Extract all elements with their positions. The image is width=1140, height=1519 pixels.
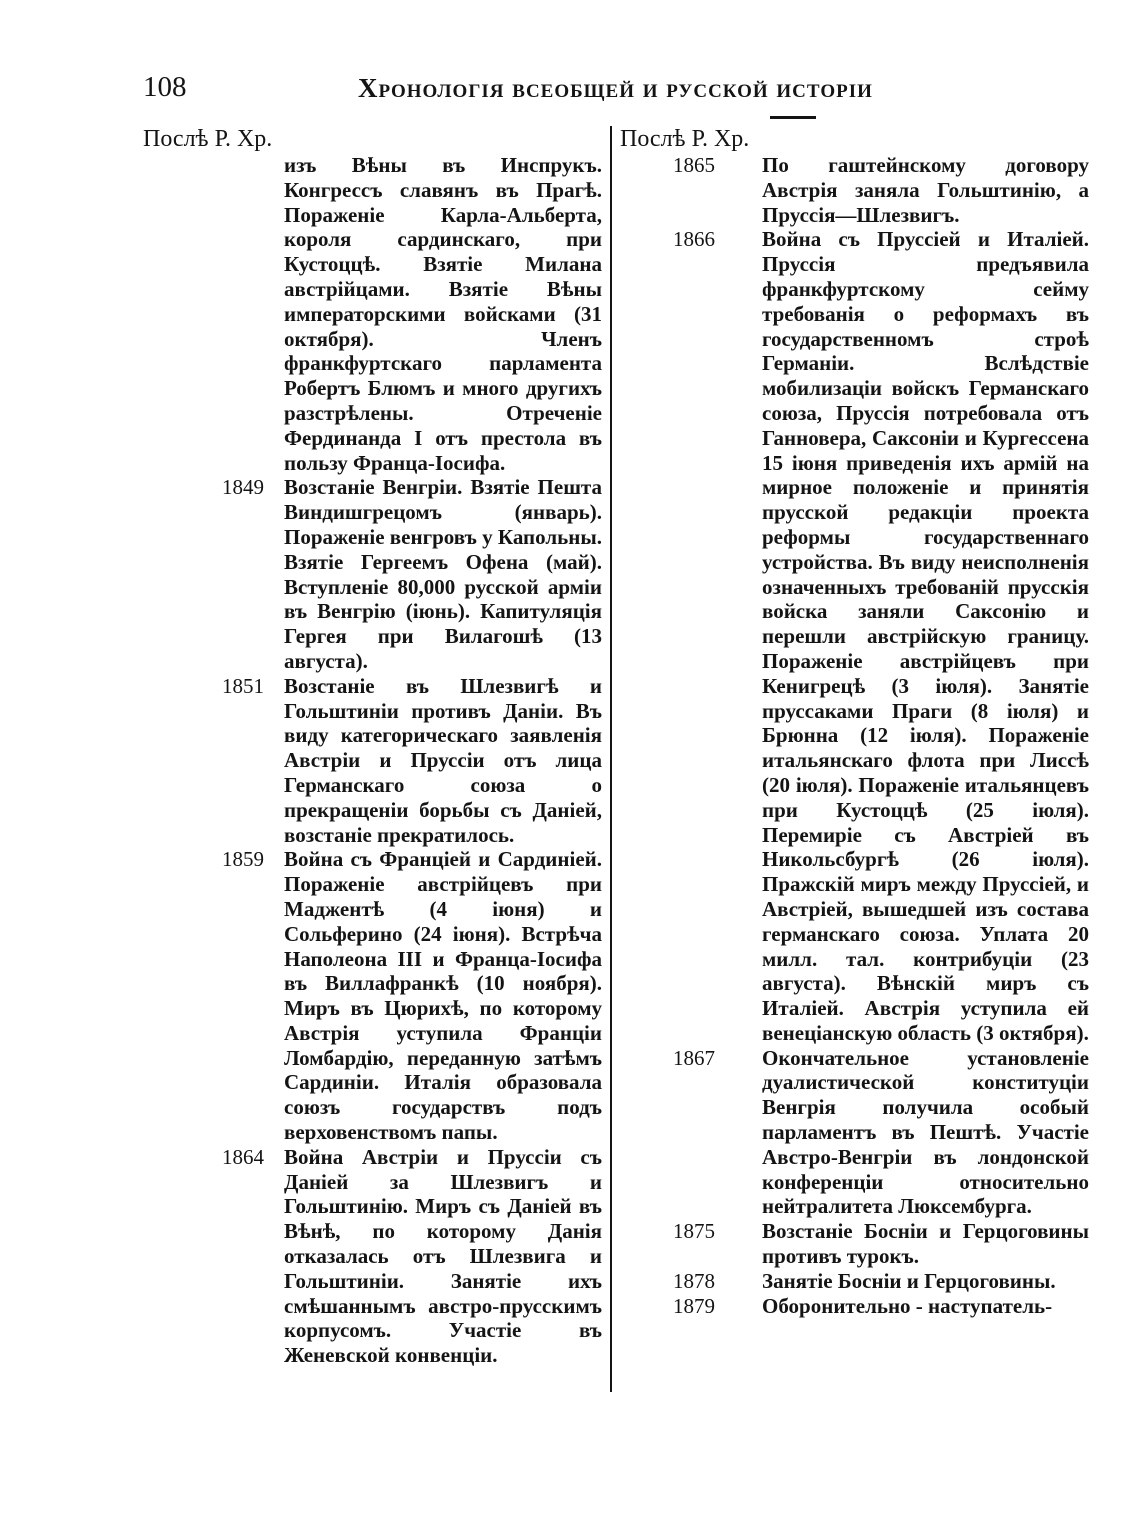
- chronology-entry: [143, 847, 603, 1145]
- chronology-entry: [620, 153, 1100, 227]
- chronology-entry: [620, 1046, 1100, 1220]
- entry-text: По гаштейнскому договору Австрія заняла Гольштинію, а Пруссія—Шлезвигъ.: [762, 153, 1089, 227]
- title-rule: [770, 116, 816, 119]
- entry-text: Оборонительно - наступатель-: [762, 1293, 1053, 1318]
- entry-year: 1859: [222, 847, 264, 872]
- entry-text: Возстаніе въ Шлезвигѣ и Гольштиніи противъ Даніи. Въ виду категорическаго заявленія Австріи и Пруссіи отъ лица Германскаго союза о прекращеніи борьбы съ Даніей, возстаніе прекратилось.: [284, 673, 602, 847]
- entry-text: Война Австріи и Пруссіи съ Даніей за Шлезвигъ и Гольштинію. Миръ съ Даніей въ Вѣнѣ, по которому Данія отказалась отъ Шлезвига и Гольштиніи. Занятіе ихъ смѣшаннымъ австро-прусскимъ корпусомъ. Участіе въ Женевской конвенціи.: [284, 1144, 602, 1368]
- entry-text: Война съ Пруссіей и Италіей. Пруссія предъявила франкфуртскому сейму требованія о реформахъ въ государственномъ строѣ Германіи. Вслѣдствіе мобилизаціи войскъ Германскаго союза, Пруссія потребовала отъ Ганновера, Саксоніи и Кургессена 15 іюня приведенія ихъ армій на мирное положеніе и принятія прусской редакціи проекта реформы государственнаго устройства. Въ виду неисполненія означенныхъ требованій прусскія войска заняли Саксонію и перешли австрійскую границу. Пораженіе австрійцевъ при Кенигрецѣ (3 іюля). Занятіе пруссаками Праги (8 іюля) и Брюнна (12 іюля). Пораженіе итальянскаго флота при Лиссѣ (20 іюля). Пораженіе итальянцевъ при Кустоццѣ (25 іюля). Перемиріе съ Австріей въ Никольсбургѣ (26 іюля). Пражскій миръ между Пруссіей, и Австріей, вышедшей изъ состава германскаго союза. Уплата 20 милл. тал. контрибуціи (23 августа). Вѣнскій миръ съ Италіей. Австрія уступила ей венеціанскую область (3 октября).: [762, 227, 1089, 1045]
- entry-year: 1875: [673, 1219, 715, 1244]
- column-divider: [610, 126, 612, 1392]
- chronology-entry: [143, 475, 603, 673]
- left-column: [143, 126, 603, 1519]
- entry-year: 1865: [673, 153, 715, 177]
- page-number: 108: [143, 71, 187, 103]
- chronology-entry: [620, 227, 1100, 1045]
- entry-year: 1878: [673, 1268, 715, 1293]
- entry-year: 1866: [673, 227, 715, 252]
- chronology-entry: [143, 674, 603, 848]
- era-label: Послѣ Р. Хр.: [620, 126, 750, 152]
- era-label: Послѣ Р. Хр.: [143, 126, 273, 152]
- entry-text: Война съ Франціей и Сардиніей. Пораженіе австрійцевъ при Маджентѣ (4 іюня) и Сольферино (24 іюня). Встрѣча Наполеона III и Франца-Іосифа въ Виллафранкѣ (10 ноября). Миръ въ Цюрихѣ, по которому Австрія уступила Франціи Ломбардію, переданную затѣмъ Сардиніи. Италія образовала союзъ государствъ подъ верховенствомъ папы.: [284, 847, 602, 1145]
- chronology-entry: [620, 1294, 1100, 1319]
- right-column: [620, 126, 1100, 1519]
- entry-text: Возстаніе Босніи и Герцоговины противъ турокъ.: [762, 1219, 1089, 1269]
- continuation-text: изъ Вѣны въ Инспрукъ. Конгрессъ славянъ въ Прагѣ. Пораженіе Карла-Альберта, короля сардинскаго, при Кустоццѣ. Взятіе Милана австрійцами. Взятіе Вѣны императорскими войсками (31 октября). Членъ франкфуртскаго парламента Робертъ Блюмъ и много другихъ разстрѣлены. Отреченіе Фердинанда I отъ престола въ пользу Франца-Іосифа.: [284, 153, 602, 475]
- chronology-entry: [620, 1269, 1100, 1294]
- entry-year: 1879: [673, 1293, 715, 1318]
- chronology-entry: [620, 1219, 1100, 1269]
- page-title: Хронологія всеобщей и русской исторіи: [358, 73, 873, 103]
- entry-year: 1849: [222, 475, 264, 500]
- entry-text: Окончательное установленіе дуалистической конституціи Венгрія получила особый парламентъ въ Пештѣ. Участіе Австро-Венгріи въ лондонской конференціи относительно нейтралитета Люксембурга.: [762, 1045, 1089, 1219]
- entry-text: Возстаніе Венгріи. Взятіе Пешта Виндишгрецомъ (январь). Пораженіе венгровъ у Капольны. Взятіе Гергеемъ Офена (май). Вступленіе 80,000 русской арміи въ Венгрію (іюнь). Капитуляція Гергея при Вилагошѣ (13 августа).: [284, 475, 602, 673]
- chronology-entry: [143, 1145, 603, 1368]
- entry-year: 1851: [222, 673, 264, 698]
- entry-year: 1867: [673, 1045, 715, 1070]
- entry-text: Занятіе Босніи и Герцоговины.: [762, 1268, 1056, 1293]
- entry-year: 1864: [222, 1144, 264, 1169]
